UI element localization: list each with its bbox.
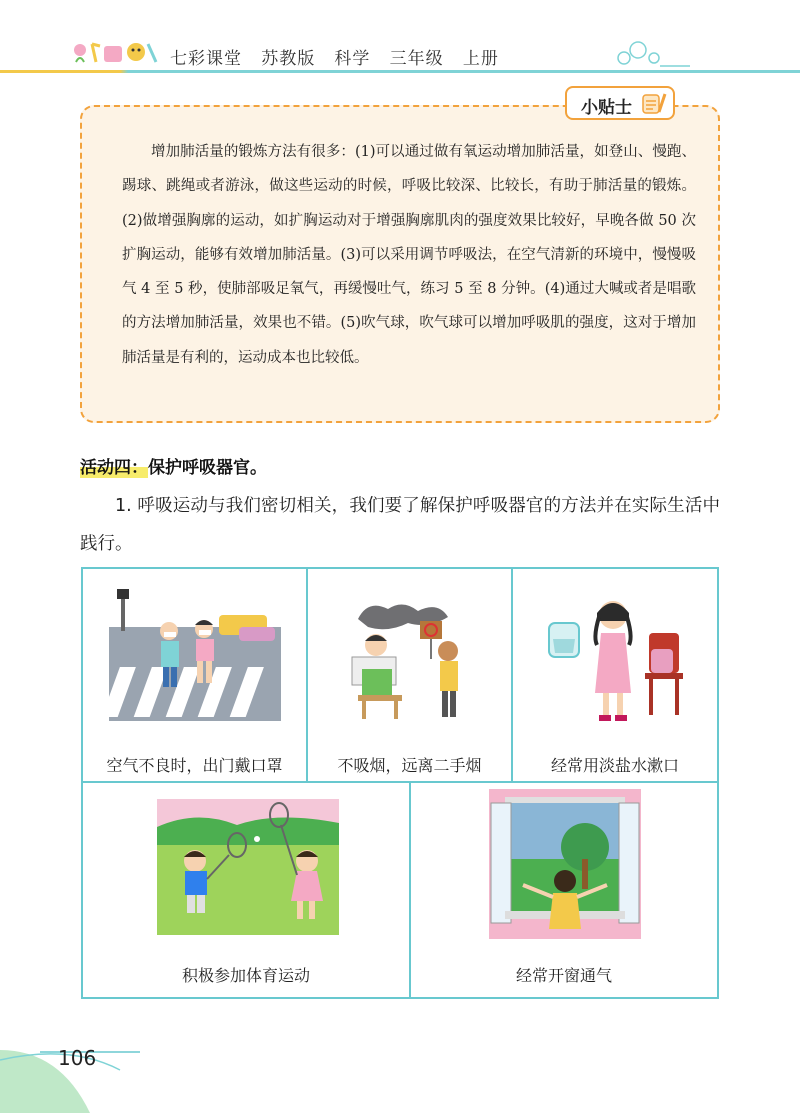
activity-paragraph: 1. 呼吸运动与我们密切相关，我们要了解保护呼吸器官的方法并在实际生活中践行。 xyxy=(80,496,720,554)
bubbles-decoration-icon xyxy=(610,36,690,72)
card-caption: 空气不良时，出门戴口罩 xyxy=(106,756,283,775)
card-caption: 不吸烟，远离二手烟 xyxy=(337,756,482,775)
open-window-illustration xyxy=(489,789,641,939)
card-caption: 经常用淡盐水漱口 xyxy=(550,756,679,775)
tip-paragraph: 增加肺活量的锻炼方法有很多：(1)可以通过做有氧运动增加肺活量，如登山、慢跑、踢球、跳绳或者游泳，做这些运动的时候，呼吸比较深、比较长，有助于肺活量的锻炼。(2)做增强胸廓的运动，如扩胸运动对于增强胸廓肌肉的强度效果比较好，早晚各做 50 次扩胸运动，能够有效增加肺活量。(3)可以采用调节呼吸法，在空气清新的环境中，慢慢吸气 4 至 5 秒，使肺部吸足氧气，再缓慢吐气，练习 5 至 8 分钟。(4)通过大喊或者是唱歌的方法增加肺活量，效果也不错。(5)吹气球，吹气球可以增加呼吸肌的强度，这对于增加肺活量是有利的，运动成本也比较低。 xyxy=(122,144,696,366)
notepad-pencil-icon xyxy=(641,92,667,116)
activity-heading-label: 活动四： xyxy=(80,458,148,478)
activity-heading xyxy=(80,453,267,478)
card-masks xyxy=(81,567,308,783)
tip-label xyxy=(565,86,675,120)
tip-label-text: 小贴士 xyxy=(581,98,632,118)
series-logo-icon xyxy=(70,36,160,68)
card-gargle xyxy=(511,567,719,783)
card-sports xyxy=(81,781,411,999)
page-number: 106 xyxy=(58,1046,97,1070)
card-caption: 积极参加体育运动 xyxy=(181,966,310,985)
badminton-illustration xyxy=(157,799,339,935)
girl-gargling-illustration xyxy=(547,593,687,723)
page-header xyxy=(0,0,800,80)
card-ventilation xyxy=(409,781,719,999)
children-wearing-masks-illustration xyxy=(109,587,281,721)
illustration-grid xyxy=(81,567,719,999)
header-divider xyxy=(0,70,800,73)
no-smoking-illustration xyxy=(348,599,476,719)
activity-heading-text: 保护呼吸器官。 xyxy=(148,458,267,478)
book-title: 七彩课堂 苏教版 科学 三年级 上册 xyxy=(170,49,499,69)
card-caption: 经常开窗通气 xyxy=(515,966,612,985)
card-no-smoking xyxy=(306,567,513,783)
